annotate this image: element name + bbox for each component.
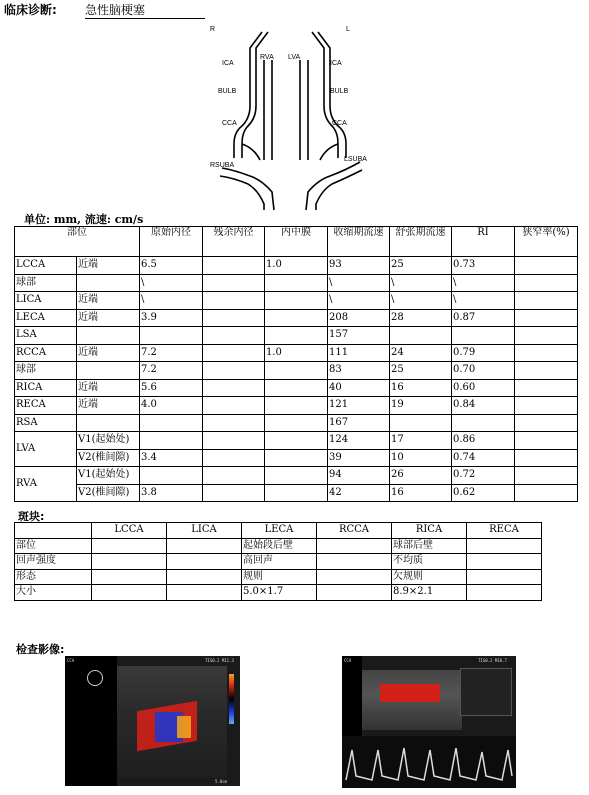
- plaque-header-cell: [15, 523, 92, 539]
- table-cell: 121: [328, 397, 390, 415]
- plaque-cell: [167, 569, 242, 585]
- table-cell: 5.6: [140, 379, 203, 397]
- table-cell: [515, 327, 578, 345]
- table-row: [15, 432, 578, 450]
- table-row: [15, 257, 578, 275]
- table-cell: [265, 274, 328, 292]
- plaque-cell: 不均质: [392, 554, 467, 570]
- table-cell: 167: [328, 414, 390, 432]
- table-cell: [515, 414, 578, 432]
- header-diastolic: 舒张期流速: [390, 227, 452, 257]
- plaque-cell: 规则: [242, 569, 317, 585]
- table-row: [15, 362, 578, 380]
- table-row: [15, 327, 578, 345]
- table-cell: [265, 309, 328, 327]
- vessel-name-cell: LVA: [15, 432, 77, 467]
- table-cell: [140, 432, 203, 450]
- table-cell: [203, 397, 265, 415]
- plaque-cell: 欠规则: [392, 569, 467, 585]
- plaque-cell: [317, 585, 392, 601]
- table-cell: [140, 414, 203, 432]
- table-cell: [203, 414, 265, 432]
- table-cell: 25: [390, 257, 452, 275]
- header-residual-diameter: 残余内径: [203, 227, 265, 257]
- table-cell: \: [390, 274, 452, 292]
- table-row: [15, 449, 578, 467]
- vessel-diagram: [190, 20, 380, 215]
- table-cell: 球部: [15, 362, 77, 380]
- table-header-row: [15, 227, 578, 257]
- table-cell: 16: [390, 484, 452, 502]
- table-cell: \: [328, 292, 390, 310]
- plaque-row: [15, 569, 542, 585]
- plaque-row: [15, 554, 542, 570]
- table-cell: V1(起始处): [77, 432, 140, 450]
- table-cell: \: [390, 292, 452, 310]
- plaque-cell: [167, 585, 242, 601]
- table-cell: [203, 327, 265, 345]
- table-cell: V2(椎间隙): [77, 484, 140, 502]
- table-cell: [515, 309, 578, 327]
- table-cell: [515, 467, 578, 485]
- diagram-label-rva: RVA: [260, 54, 274, 61]
- table-cell: [77, 362, 140, 380]
- table-cell: 0.72: [452, 467, 515, 485]
- table-cell: [515, 344, 578, 362]
- ultrasound-image-left: [65, 656, 240, 786]
- plaque-cell: [467, 585, 542, 601]
- table-cell: [265, 362, 328, 380]
- plaque-cell: 回声强度: [15, 554, 92, 570]
- table-cell: 16: [390, 379, 452, 397]
- table-row: [15, 379, 578, 397]
- us-left-top-left: CCA: [67, 658, 75, 663]
- table-cell: 近端: [77, 257, 140, 275]
- table-cell: [140, 467, 203, 485]
- table-cell: V1(起始处): [77, 467, 140, 485]
- table-cell: 25: [390, 362, 452, 380]
- diagram-label-cca-r: CCA: [222, 120, 237, 127]
- table-cell: [515, 397, 578, 415]
- diagram-label-cca-l: CCA: [332, 120, 347, 127]
- us-right-top-left: CCA: [344, 658, 352, 663]
- plaque-cell: [92, 554, 167, 570]
- images-title: 检查影像:: [16, 643, 65, 656]
- table-row: [15, 467, 578, 485]
- table-cell: 3.4: [140, 449, 203, 467]
- table-cell: 0.79: [452, 344, 515, 362]
- us-left-top-right: TIS0.2 MI1.3: [205, 658, 234, 663]
- header-original-diameter: 原始内径: [140, 227, 203, 257]
- table-cell: 0.74: [452, 449, 515, 467]
- table-cell: [515, 274, 578, 292]
- table-cell: 83: [328, 362, 390, 380]
- table-cell: 19: [390, 397, 452, 415]
- table-cell: 10: [390, 449, 452, 467]
- table-cell: \: [452, 274, 515, 292]
- table-cell: [203, 344, 265, 362]
- diagram-label-ica-l: ICA: [330, 60, 342, 67]
- table-cell: RECA: [15, 397, 77, 415]
- plaque-cell: [467, 569, 542, 585]
- table-cell: 24: [390, 344, 452, 362]
- table-cell: [265, 292, 328, 310]
- table-cell: 近端: [77, 309, 140, 327]
- table-cell: LICA: [15, 292, 77, 310]
- plaque-cell: 球部后壁: [392, 538, 467, 554]
- table-cell: [265, 397, 328, 415]
- table-cell: 0.87: [452, 309, 515, 327]
- plaque-cell: 形态: [15, 569, 92, 585]
- table-cell: [265, 467, 328, 485]
- table-cell: [390, 327, 452, 345]
- clinical-diagnosis-value: 急性脑梗塞: [85, 1, 205, 19]
- table-row: [15, 309, 578, 327]
- table-row: [15, 292, 578, 310]
- table-cell: RICA: [15, 379, 77, 397]
- table-row: [15, 274, 578, 292]
- plaque-header-cell: LECA: [242, 523, 317, 539]
- plaque-cell: 高回声: [242, 554, 317, 570]
- table-cell: 93: [328, 257, 390, 275]
- table-cell: [203, 309, 265, 327]
- diagram-label-rsuba: RSUBA: [210, 162, 235, 169]
- table-cell: 94: [328, 467, 390, 485]
- table-cell: 0.73: [452, 257, 515, 275]
- table-cell: 111: [328, 344, 390, 362]
- plaque-header-cell: RCCA: [317, 523, 392, 539]
- header-site: 部位: [15, 227, 140, 257]
- table-cell: [515, 484, 578, 502]
- table-cell: [515, 379, 578, 397]
- table-cell: 39: [328, 449, 390, 467]
- table-cell: 0.70: [452, 362, 515, 380]
- plaque-cell: [467, 538, 542, 554]
- clinical-diagnosis-label: 临床诊断:: [4, 3, 57, 17]
- vessel-diagram-svg: [190, 20, 380, 215]
- table-cell: 3.8: [140, 484, 203, 502]
- table-cell: \: [328, 274, 390, 292]
- table-cell: 28: [390, 309, 452, 327]
- plaque-cell: 5.0×1.7: [242, 585, 317, 601]
- measurement-table: [14, 226, 578, 502]
- vessel-name-cell: RVA: [15, 467, 77, 502]
- table-cell: 0.60: [452, 379, 515, 397]
- table-cell: [203, 292, 265, 310]
- table-cell: 26: [390, 467, 452, 485]
- plaque-cell: [92, 585, 167, 601]
- table-cell: [452, 414, 515, 432]
- diagram-label-l: L: [346, 26, 350, 33]
- table-cell: LCCA: [15, 257, 77, 275]
- plaque-header-cell: LICA: [167, 523, 242, 539]
- diagram-label-bulb-r: BULB: [218, 88, 237, 95]
- diagram-label-lsuba: LSUBA: [344, 156, 367, 163]
- table-cell: [140, 327, 203, 345]
- plaque-row: [15, 585, 542, 601]
- table-cell: 0.84: [452, 397, 515, 415]
- plaque-header-cell: LCCA: [92, 523, 167, 539]
- table-cell: \: [140, 292, 203, 310]
- plaque-cell: 部位: [15, 538, 92, 554]
- table-cell: RSA: [15, 414, 77, 432]
- table-row: [15, 397, 578, 415]
- table-cell: [515, 449, 578, 467]
- header-stenosis: 狭窄率(%): [515, 227, 578, 257]
- plaque-title: 斑块:: [18, 510, 45, 523]
- table-cell: RCCA: [15, 344, 77, 362]
- table-cell: [265, 379, 328, 397]
- table-cell: 42: [328, 484, 390, 502]
- table-cell: [203, 257, 265, 275]
- table-cell: [77, 327, 140, 345]
- plaque-cell: [167, 554, 242, 570]
- plaque-table: [14, 522, 542, 601]
- table-cell: 6.5: [140, 257, 203, 275]
- header-systolic: 收缩期流速: [328, 227, 390, 257]
- table-cell: 40: [328, 379, 390, 397]
- plaque-cell: [92, 538, 167, 554]
- table-cell: [203, 432, 265, 450]
- table-cell: \: [140, 274, 203, 292]
- table-cell: \: [452, 292, 515, 310]
- table-cell: [515, 292, 578, 310]
- table-cell: [203, 467, 265, 485]
- table-cell: [77, 414, 140, 432]
- table-cell: 近端: [77, 344, 140, 362]
- header-ri: RI: [452, 227, 515, 257]
- plaque-header-cell: RICA: [392, 523, 467, 539]
- table-cell: [265, 432, 328, 450]
- table-cell: 7.2: [140, 344, 203, 362]
- plaque-cell: 大小: [15, 585, 92, 601]
- table-cell: [265, 484, 328, 502]
- table-cell: 近端: [77, 292, 140, 310]
- table-cell: 208: [328, 309, 390, 327]
- table-cell: [515, 362, 578, 380]
- table-cell: 1.0: [265, 344, 328, 362]
- table-cell: 4.0: [140, 397, 203, 415]
- plaque-cell: [317, 538, 392, 554]
- doppler-waveform: [342, 736, 516, 788]
- plaque-cell: [317, 554, 392, 570]
- plaque-header-cell: RECA: [467, 523, 542, 539]
- table-cell: [515, 432, 578, 450]
- table-cell: [203, 274, 265, 292]
- plaque-cell: [317, 569, 392, 585]
- table-cell: LSA: [15, 327, 77, 345]
- units-label: 单位: mm, 流速: cm/s: [24, 213, 144, 226]
- table-cell: [265, 449, 328, 467]
- table-cell: 球部: [15, 274, 77, 292]
- table-cell: 157: [328, 327, 390, 345]
- table-cell: 0.62: [452, 484, 515, 502]
- diagram-label-lva: LVA: [288, 54, 301, 61]
- table-cell: [390, 414, 452, 432]
- diagram-label-r: R: [210, 26, 216, 33]
- header-imt: 内中膜: [265, 227, 328, 257]
- us-left-bottom-right: 5.0cm: [215, 779, 228, 784]
- table-cell: 124: [328, 432, 390, 450]
- table-cell: 7.2: [140, 362, 203, 380]
- table-cell: [203, 362, 265, 380]
- plaque-row: [15, 538, 542, 554]
- table-cell: 近端: [77, 379, 140, 397]
- us-right-top-right: TIS0.2 MI0.7: [478, 658, 507, 663]
- table-cell: 近端: [77, 397, 140, 415]
- table-cell: 3.9: [140, 309, 203, 327]
- diagram-label-bulb-l: BULB: [330, 88, 349, 95]
- table-cell: [515, 257, 578, 275]
- table-cell: LECA: [15, 309, 77, 327]
- plaque-cell: 起始段后壁: [242, 538, 317, 554]
- table-cell: 1.0: [265, 257, 328, 275]
- table-cell: 17: [390, 432, 452, 450]
- plaque-cell: [92, 569, 167, 585]
- table-row: [15, 344, 578, 362]
- table-cell: 0.86: [452, 432, 515, 450]
- plaque-cell: [467, 554, 542, 570]
- table-cell: [265, 327, 328, 345]
- table-cell: [452, 327, 515, 345]
- ultrasound-image-right: [342, 656, 516, 788]
- plaque-cell: 8.9×2.1: [392, 585, 467, 601]
- table-cell: V2(椎间隙): [77, 449, 140, 467]
- table-cell: [77, 274, 140, 292]
- table-row: [15, 484, 578, 502]
- table-cell: [203, 449, 265, 467]
- plaque-cell: [167, 538, 242, 554]
- diagram-label-ica-r: ICA: [222, 60, 234, 67]
- table-cell: [203, 484, 265, 502]
- table-cell: [203, 379, 265, 397]
- plaque-header-row: [15, 523, 542, 539]
- table-row: [15, 414, 578, 432]
- table-cell: [265, 414, 328, 432]
